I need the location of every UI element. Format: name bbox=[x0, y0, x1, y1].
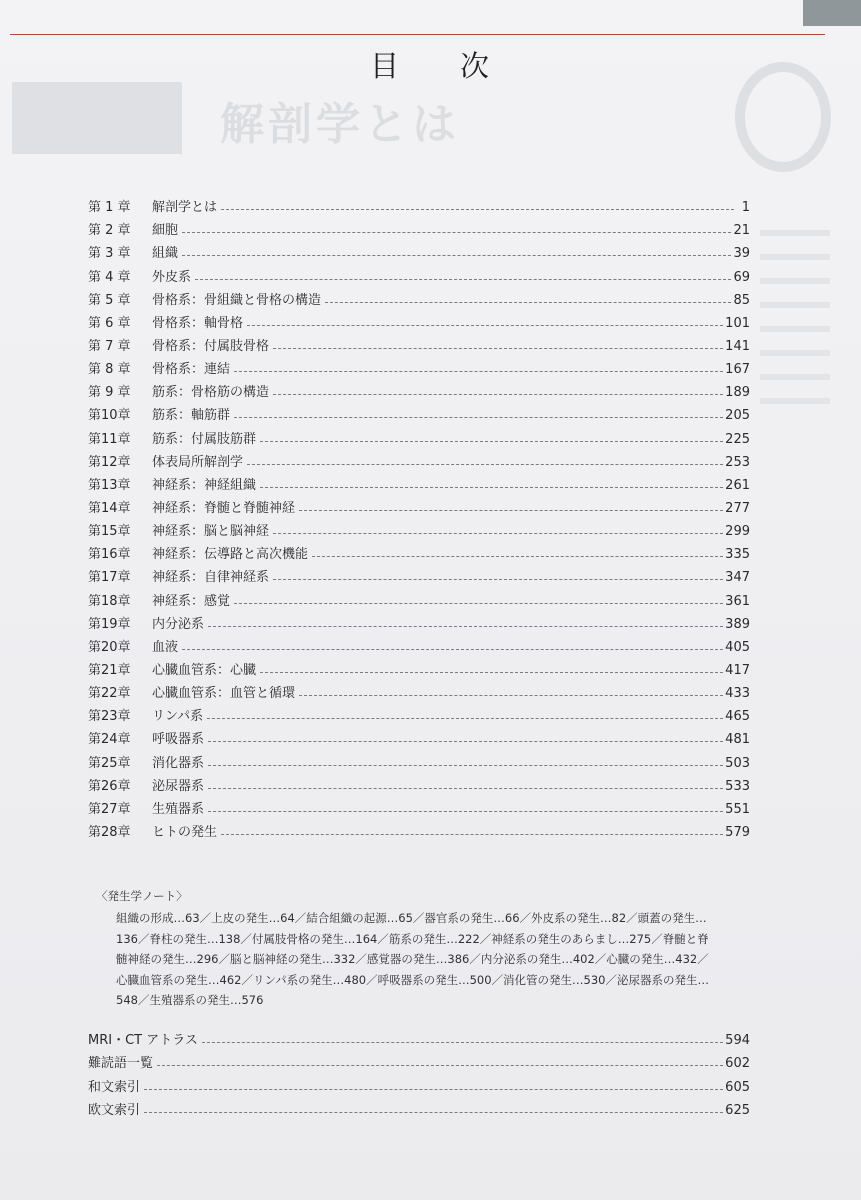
page-number: 1 bbox=[741, 200, 750, 216]
dot-leader bbox=[208, 741, 723, 742]
chapter-row[interactable] bbox=[88, 656, 750, 679]
chapter-list bbox=[88, 193, 750, 841]
chapter-number: 第18章 bbox=[88, 593, 131, 609]
chapter-row[interactable] bbox=[88, 795, 750, 818]
dot-leader bbox=[325, 302, 731, 303]
chapter-number: 第 5 章 bbox=[88, 292, 131, 308]
dot-leader bbox=[182, 255, 731, 256]
chapter-number: 第10章 bbox=[88, 408, 131, 424]
chapter-title: 組織 bbox=[152, 246, 179, 262]
dot-leader bbox=[247, 325, 723, 326]
dot-leader bbox=[208, 765, 723, 766]
chapter-row[interactable] bbox=[88, 193, 750, 216]
development-notes-line: 組織の形成…63／上皮の発生…64／結合組織の起源…65／器官系の発生…66／外皮系の発生…82／頭蓋の発生… bbox=[116, 911, 707, 925]
dot-leader bbox=[260, 441, 723, 442]
dot-leader bbox=[273, 579, 723, 580]
page-number: 594 bbox=[725, 1032, 750, 1048]
chapter-row[interactable] bbox=[88, 818, 750, 841]
dot-leader bbox=[312, 556, 723, 557]
chapter-row[interactable] bbox=[88, 563, 750, 586]
page-number: 21 bbox=[733, 223, 750, 239]
chapter-number: 第15章 bbox=[88, 524, 131, 540]
chapter-title: 心臓血管系：心臓 bbox=[152, 662, 257, 678]
chapter-title: 神経系：神経組織 bbox=[152, 477, 257, 493]
page-number: 625 bbox=[725, 1103, 750, 1118]
page-number: 253 bbox=[725, 454, 750, 470]
page-number: 261 bbox=[725, 477, 750, 493]
chapter-title: 神経系：感覚 bbox=[152, 593, 231, 609]
chapter-title: 神経系：脳と脳神経 bbox=[152, 524, 270, 540]
page-number: 602 bbox=[725, 1056, 750, 1071]
chapter-title: 外皮系 bbox=[152, 269, 192, 285]
chapter-title: 骨格系：骨組織と骨格の構造 bbox=[152, 292, 322, 308]
chapter-title: ヒトの発生 bbox=[152, 824, 218, 840]
page-number: 205 bbox=[725, 408, 750, 424]
dot-leader bbox=[221, 209, 734, 210]
chapter-number: 第 3 章 bbox=[88, 246, 131, 262]
dot-leader bbox=[157, 1065, 723, 1066]
chapter-number: 第16章 bbox=[88, 547, 131, 563]
page-number: 605 bbox=[725, 1079, 750, 1095]
chapter-title: 骨格系：付属肢骨格 bbox=[152, 338, 270, 354]
chapter-title: 神経系：伝導路と高次機能 bbox=[152, 547, 309, 563]
show-through-lines bbox=[760, 230, 830, 422]
chapter-number: 第23章 bbox=[88, 709, 131, 725]
chapter-number: 第24章 bbox=[88, 732, 131, 748]
chapter-title: 心臓血管系：血管と循環 bbox=[152, 686, 296, 702]
chapter-number: 第14章 bbox=[88, 500, 131, 516]
chapter-number: 第13章 bbox=[88, 477, 131, 493]
chapter-number: 第22章 bbox=[88, 686, 131, 702]
chapter-title: 骨格系：連結 bbox=[152, 362, 231, 378]
chapter-number: 第17章 bbox=[88, 570, 131, 586]
chapter-number: 第 4 章 bbox=[88, 269, 131, 285]
dot-leader bbox=[273, 394, 723, 395]
dot-leader bbox=[260, 487, 723, 488]
development-notes bbox=[96, 888, 760, 1011]
chapter-row[interactable] bbox=[88, 702, 750, 725]
chapter-title: 泌尿器系 bbox=[152, 778, 205, 794]
dot-leader bbox=[299, 695, 723, 696]
chapter-title: 神経系：脊髄と脊髄神経 bbox=[152, 500, 296, 516]
dot-leader bbox=[221, 834, 723, 835]
chapter-number: 第11章 bbox=[88, 431, 131, 447]
appendix-title: 欧文索引 bbox=[88, 1103, 141, 1118]
page-number: 465 bbox=[725, 709, 750, 725]
page-number: 417 bbox=[725, 662, 750, 678]
chapter-title: 内分泌系 bbox=[152, 616, 205, 632]
page-number: 503 bbox=[725, 755, 750, 771]
chapter-row[interactable] bbox=[88, 586, 750, 609]
development-notes-line: 髄神経の発生…296／脳と脳神経の発生…332／感覚器の発生…386／内分泌系の発生…402／心臓の発生…432／ bbox=[116, 952, 709, 967]
page-number: 101 bbox=[725, 315, 750, 331]
chapter-number: 第25章 bbox=[88, 755, 131, 771]
chapter-title: リンパ系 bbox=[152, 709, 204, 725]
appendix-list bbox=[88, 1025, 750, 1119]
dot-leader bbox=[273, 348, 723, 349]
development-notes-heading: 〈発生学ノート〉 bbox=[96, 889, 188, 903]
appendix-row[interactable] bbox=[88, 1025, 750, 1049]
page-number: 141 bbox=[725, 338, 750, 354]
chapter-row[interactable] bbox=[88, 494, 750, 517]
chapter-title: 筋系：付属肢筋群 bbox=[152, 431, 257, 447]
dot-leader bbox=[273, 533, 723, 534]
page-number: 167 bbox=[725, 362, 750, 378]
chapter-title: 解剖学とは bbox=[152, 200, 218, 216]
page-number: 335 bbox=[725, 547, 750, 563]
dot-leader bbox=[299, 510, 723, 511]
page-number: 389 bbox=[725, 616, 750, 632]
chapter-number: 第 1 章 bbox=[88, 200, 131, 216]
page-number: 551 bbox=[725, 801, 750, 817]
chapter-title: 呼吸器系 bbox=[152, 732, 205, 748]
chapter-number: 第 8 章 bbox=[88, 362, 131, 378]
appendix-title: 和文索引 bbox=[88, 1079, 141, 1095]
dot-leader bbox=[144, 1089, 723, 1090]
chapter-row[interactable] bbox=[88, 679, 750, 702]
chapter-title: 神経系：自律神経系 bbox=[152, 570, 270, 586]
chapter-row[interactable] bbox=[88, 424, 750, 447]
page-number: 225 bbox=[725, 431, 750, 447]
chapter-row[interactable] bbox=[88, 772, 750, 795]
page-number: 481 bbox=[725, 732, 750, 748]
chapter-row[interactable] bbox=[88, 471, 750, 494]
chapter-title: 生殖器系 bbox=[152, 801, 205, 817]
chapter-row[interactable] bbox=[88, 725, 750, 748]
chapter-row[interactable] bbox=[88, 540, 750, 563]
chapter-title: 筋系：骨格筋の構造 bbox=[152, 385, 270, 401]
dot-leader bbox=[234, 417, 723, 418]
dot-leader bbox=[260, 672, 723, 673]
page-number: 533 bbox=[725, 778, 750, 794]
show-through-title: 解剖学とは bbox=[220, 99, 460, 150]
page-number: 347 bbox=[725, 570, 750, 586]
chapter-row[interactable] bbox=[88, 448, 750, 471]
dot-leader bbox=[208, 811, 723, 812]
dot-leader bbox=[202, 1042, 723, 1043]
chapter-title: 筋系：軸筋群 bbox=[152, 408, 231, 424]
chapter-row[interactable] bbox=[88, 216, 750, 239]
dot-leader bbox=[208, 788, 723, 789]
chapter-row[interactable] bbox=[88, 286, 750, 309]
chapter-number: 第26章 bbox=[88, 778, 131, 794]
chapter-row[interactable] bbox=[88, 633, 750, 656]
chapter-number: 第27章 bbox=[88, 801, 131, 817]
page-number: 189 bbox=[725, 385, 750, 401]
dot-leader bbox=[234, 603, 723, 604]
chapter-number: 第20章 bbox=[88, 639, 131, 655]
page-number: 277 bbox=[725, 500, 750, 516]
dot-leader bbox=[247, 464, 723, 465]
chapter-row[interactable] bbox=[88, 748, 750, 771]
page-number: 361 bbox=[725, 593, 750, 609]
show-through-block bbox=[12, 82, 182, 154]
appendix-row[interactable] bbox=[88, 1072, 750, 1096]
development-notes-body bbox=[116, 908, 758, 1011]
chapter-number: 第19章 bbox=[88, 616, 131, 632]
dot-leader bbox=[208, 626, 723, 627]
page-number: 299 bbox=[725, 524, 750, 540]
dot-leader bbox=[234, 371, 723, 372]
chapter-row[interactable] bbox=[88, 355, 750, 378]
chapter-number: 第21章 bbox=[88, 662, 131, 678]
chapter-number: 第28章 bbox=[88, 824, 131, 840]
development-notes-line: 548／生殖器系の発生…576 bbox=[116, 993, 264, 1008]
development-notes-line: 心臓血管系の発生…462／リンパ系の発生…480／呼吸器系の発生…500／消化管の発生…530／泌尿器系の発生… bbox=[116, 972, 709, 987]
chapter-row[interactable] bbox=[88, 610, 750, 633]
chapter-row[interactable] bbox=[88, 239, 750, 262]
header-rule bbox=[10, 34, 825, 35]
page-corner-tab bbox=[803, 0, 861, 26]
chapter-number: 第12章 bbox=[88, 454, 131, 470]
page-number: 85 bbox=[733, 292, 750, 308]
page-number: 39 bbox=[733, 246, 750, 262]
dot-leader bbox=[207, 718, 723, 719]
appendix-row[interactable] bbox=[88, 1049, 750, 1073]
chapter-title: 血液 bbox=[152, 639, 179, 655]
dot-leader bbox=[144, 1112, 723, 1113]
chapter-row[interactable] bbox=[88, 262, 750, 285]
appendix-row[interactable] bbox=[88, 1096, 750, 1120]
chapter-title: 細胞 bbox=[152, 223, 179, 239]
chapter-number: 第 2 章 bbox=[88, 223, 131, 239]
chapter-number: 第 9 章 bbox=[88, 385, 131, 401]
chapter-row[interactable] bbox=[88, 332, 750, 355]
chapter-row[interactable] bbox=[88, 517, 750, 540]
chapter-title: 骨格系：軸骨格 bbox=[152, 315, 244, 331]
chapter-row[interactable] bbox=[88, 401, 750, 424]
dot-leader bbox=[195, 279, 731, 280]
development-notes-line: 136／脊柱の発生…138／付属肢骨格の発生…164／筋系の発生…222／神経系の発生のあらまし…275／脊髄と脊 bbox=[116, 931, 709, 946]
page-number: 69 bbox=[733, 269, 750, 285]
dot-leader bbox=[182, 232, 731, 233]
chapter-row[interactable] bbox=[88, 309, 750, 332]
page-number: 405 bbox=[725, 639, 750, 655]
chapter-title: 消化器系 bbox=[152, 755, 205, 771]
chapter-title: 体表局所解剖学 bbox=[152, 454, 244, 470]
page-title: 目 次 bbox=[369, 49, 505, 83]
chapter-number: 第 6 章 bbox=[88, 315, 131, 331]
chapter-number: 第 7 章 bbox=[88, 338, 131, 354]
appendix-title: 難読語一覧 bbox=[88, 1056, 154, 1071]
chapter-row[interactable] bbox=[88, 378, 750, 401]
appendix-title: MRI・CT アトラス bbox=[88, 1032, 198, 1048]
page-number: 433 bbox=[725, 686, 750, 702]
page-number: 579 bbox=[725, 824, 750, 840]
dot-leader bbox=[182, 649, 723, 650]
